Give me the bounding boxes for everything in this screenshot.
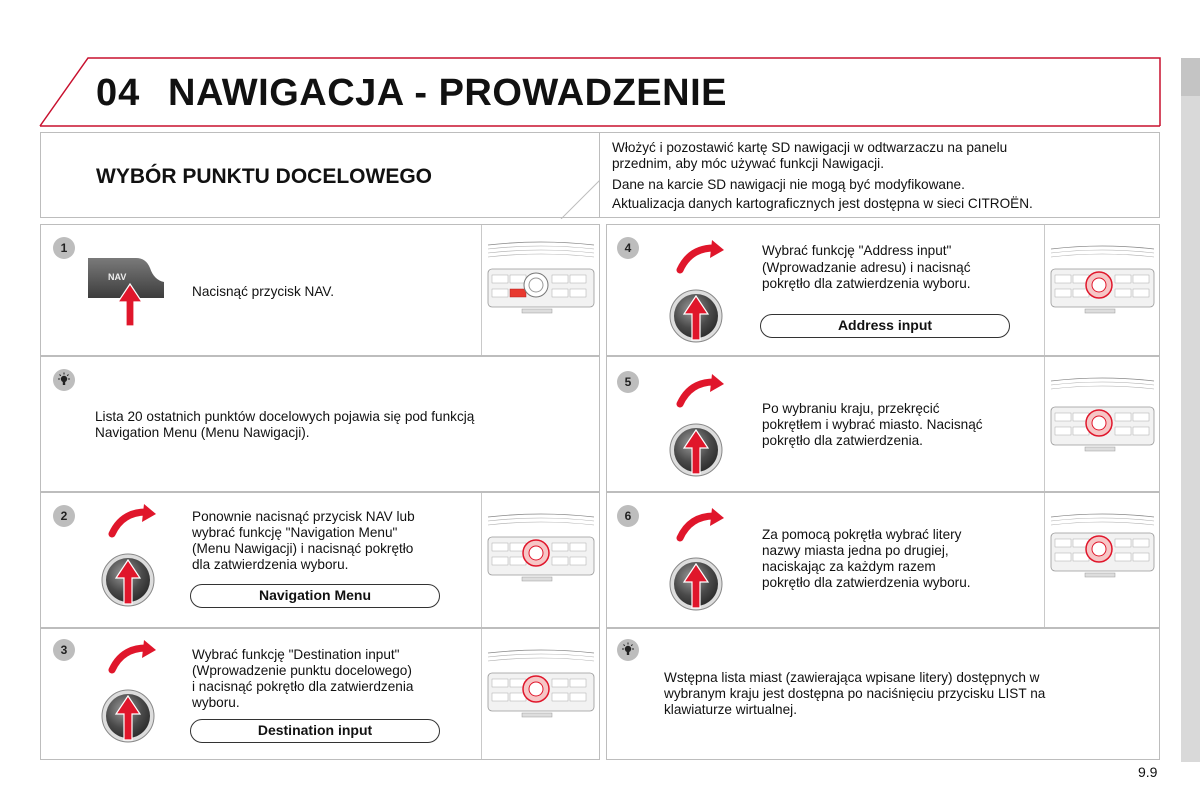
step-2-line-4: dla zatwierdzenia wyboru. (192, 557, 349, 572)
destination-input-label: Destination input (190, 719, 440, 743)
radio-panel-image (482, 493, 600, 627)
step-4-panel-thumbnail (1044, 225, 1159, 355)
radio-panel-image (1045, 357, 1160, 491)
radio-panel-image (1045, 225, 1160, 355)
step-6-line-1: Za pomocą pokrętła wybrać litery (762, 527, 962, 542)
tip-lightbulb-icon (56, 372, 72, 388)
intro-line-2: przednim, aby móc używać funkcji Nawigacji. (612, 156, 884, 171)
radio-panel-image (482, 225, 600, 355)
step-3-line-1: Wybrać funkcję "Destination input" (192, 647, 400, 662)
step-3-line-2: (Wprowadzenie punktu docelowego) (192, 663, 412, 678)
page-number: 9.9 (1138, 764, 1158, 780)
side-tab-bar (1181, 58, 1200, 762)
step-2-line-1: Ponownie nacisnąć przycisk NAV lub (192, 509, 415, 524)
step-4-line-2: (Wprowadzanie adresu) i nacisnąć (762, 260, 971, 275)
control-knob-icon (100, 640, 170, 752)
tip-1-line-2: Navigation Menu (Menu Nawigacji). (95, 425, 310, 440)
step-6-line-4: pokrętło dla zatwierdzenia wyboru. (762, 575, 971, 590)
radio-panel-image (482, 629, 600, 759)
step-5-line-3: pokrętło dla zatwierdzenia. (762, 433, 923, 448)
step-1-badge: 1 (53, 237, 75, 259)
tip-2-line-2: wybranym kraju jest dostępna po naciśnięciu przycisku LIST na (664, 686, 1046, 701)
step-3-badge: 3 (53, 639, 75, 661)
control-knob-icon (668, 374, 738, 486)
step-1-panel-thumbnail (481, 225, 599, 355)
chapter-title: NAWIGACJA - PROWADZENIE (168, 72, 727, 114)
control-knob-icon (668, 240, 738, 352)
intro-line-4: Aktualizacja danych kartograficznych jest dostępna w sieci CITROËN. (612, 196, 1033, 211)
step-5-badge: 5 (617, 371, 639, 393)
step-2-panel-thumbnail (481, 493, 599, 627)
tip-lightbulb-icon (620, 642, 636, 658)
tip-2-badge (617, 639, 639, 661)
tip-2-line-3: klawiaturze wirtualnej. (664, 702, 797, 717)
control-knob-icon (668, 508, 738, 620)
chapter-number: 04 (96, 72, 141, 114)
step-6-panel-thumbnail (1044, 493, 1159, 627)
tip-2-line-1: Wstępna lista miast (zawierająca wpisane litery) dostępnych w (664, 670, 1040, 685)
step-3-line-4: wyboru. (192, 695, 240, 710)
step-2-line-3: (Menu Nawigacji) i nacisnąć pokrętło (192, 541, 414, 556)
address-input-label: Address input (760, 314, 1010, 338)
step-1-line-1: Nacisnąć przycisk NAV. (192, 284, 335, 299)
step-4-badge: 4 (617, 237, 639, 259)
step-3-panel-thumbnail (481, 629, 599, 759)
step-2-badge: 2 (53, 505, 75, 527)
step-5-line-2: pokrętłem i wybrać miasto. Nacisnąć (762, 417, 983, 432)
step-6-badge: 6 (617, 505, 639, 527)
step-4-line-1: Wybrać funkcję "Address input" (762, 243, 952, 258)
intro-line-1: Włożyć i pozostawić kartę SD nawigacji w odtwarzaczu na panelu (612, 140, 1008, 155)
step-4-line-3: pokrętło dla zatwierdzenia wyboru. (762, 276, 971, 291)
step-3-line-3: i nacisnąć pokrętło dla zatwierdzenia (192, 679, 414, 694)
step-2-line-2: wybrać funkcję "Navigation Menu" (192, 525, 398, 540)
step-5-line-1: Po wybraniu kraju, przekręcić (762, 401, 940, 416)
nav-button-icon (84, 252, 164, 330)
svg-text:NAV: NAV (108, 272, 127, 282)
step-5-panel-thumbnail (1044, 357, 1159, 491)
intro-line-3: Dane na karcie SD nawigacji nie mogą być modyfikowane. (612, 177, 965, 192)
tip-1-line-1: Lista 20 ostatnich punktów docelowych pojawia się pod funkcją (95, 409, 475, 424)
tip-1-badge (53, 369, 75, 391)
navigation-menu-label: Navigation Menu (190, 584, 440, 608)
control-knob-icon (100, 504, 170, 616)
radio-panel-image (1045, 493, 1160, 627)
step-6-line-2: nazwy miasta jedna po drugiej, (762, 543, 949, 558)
section-title: WYBÓR PUNKTU DOCELOWEGO (96, 165, 432, 188)
step-6-line-3: naciskając za każdym razem (762, 559, 936, 574)
